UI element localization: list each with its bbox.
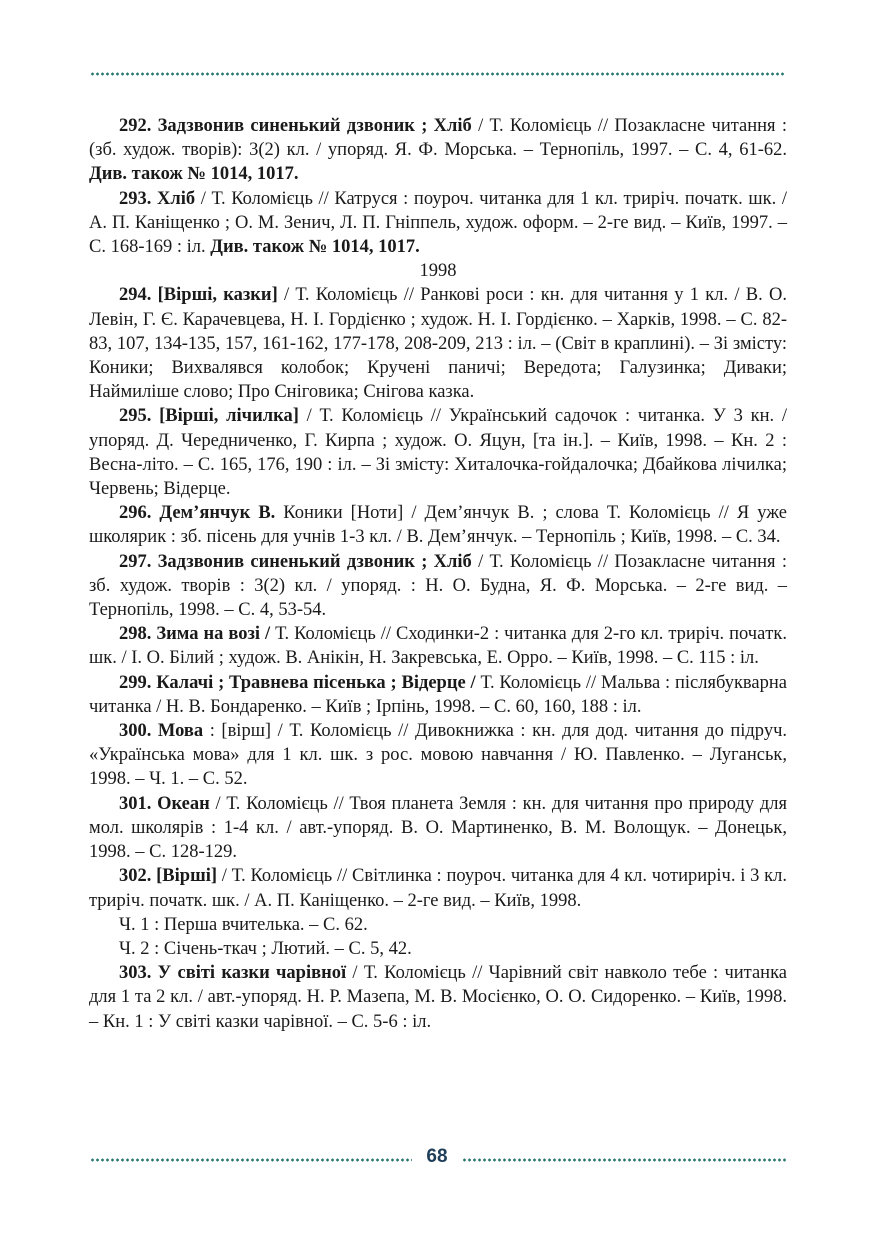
bibliography-entry xyxy=(89,622,787,670)
entry-title: Дем’янчук В. xyxy=(159,503,276,524)
bottom-ornament-rule-right xyxy=(462,1156,786,1164)
entry-number: 296. xyxy=(119,503,152,524)
entry-text: / Т. Коломієць // Катруся : поуроч. читанка для 1 кл. триріч. почaтк. шк. / А. П. Каніщенко ; О. М. Зенич, Л. П. Гніппель, худож. оформ. – 2-ге вид. – Київ, 1997. – С. 168-169 : іл. xyxy=(89,188,788,258)
sub-line: Ч. 2 : Січень-ткач ; Лютий. – С. 5, 42. xyxy=(119,938,412,959)
entry-see-also: Див. також № 1014, 1017. xyxy=(89,164,299,185)
bibliography-content xyxy=(89,114,787,1034)
entry-number: 298. xyxy=(119,624,152,645)
entry-text: / Т. Коломієць // Світлинка : поуроч. читанка для 4 кл. чотириріч. і 3 кл. триріч. почaтк. шк. / А. П. Каніщенко. – 2-ге вид. – Київ, 1998. xyxy=(89,866,787,911)
entry-number: 302. xyxy=(119,866,152,887)
top-ornament-rule xyxy=(90,70,786,78)
page-number: 68 xyxy=(426,1146,448,1167)
bibliography-entry xyxy=(89,501,787,549)
entry-title: [Вірші, лічилка] xyxy=(159,406,299,427)
entry-title: Зима на возі / xyxy=(156,624,271,645)
entry-title: [Вірші] xyxy=(156,866,217,887)
entry-text: / Т. Коломієць // Твоя планета Земля : кн. для читання про природу для мол. школярів : 1-4 кл. / авт.-упоряд. В. О. Мартиненко, В. М. Волощук. – Донецьк, 1998. – С. 128-129. xyxy=(89,793,787,863)
entry-number: 293. xyxy=(119,188,152,209)
bottom-ornament-rule-left xyxy=(90,1156,412,1164)
entry-text: Коники [Ноти] / Дем’янчук В. ; слова Т. Коломієць // Я уже школярик : зб. пісень для учнів 1-3 кл. / В. Дем’янчук. – Тернопіль ; Київ, 1998. – С. 34. xyxy=(89,503,788,548)
entry-title: Калачі ; Травнева пісенька ; Відерце / xyxy=(156,672,476,693)
year-heading: 1998 xyxy=(419,261,457,282)
entry-number: 292. xyxy=(119,116,152,136)
entry-text: / Т. Коломієць // Позакласне читання : зб. худож. творів : 3(2) кл. / упоряд. : Н. О. Будна, Я. Ф. Морська. – 2-ге вид. – Тернопіль, 1998. – С. 4, 53-54. xyxy=(89,551,787,621)
entry-text: : [вірш] / Т. Коломієць // Дивокнижка : кн. для дод. читання до підруч. «Українська мова» для 1 кл. шк. з рос. мовою навчання / Ю. Павленко. – Луганськ, 1998. – Ч. 1. – С. 52. xyxy=(89,721,787,790)
entry-title: У світі казки чарівної xyxy=(157,963,347,984)
bibliography-entry xyxy=(89,404,787,501)
sub-line: Ч. 1 : Перша вчителька. – С. 62. xyxy=(119,914,368,935)
bibliography-entry xyxy=(89,671,787,719)
entry-title: Задзвонив синенький дзвоник ; Хліб xyxy=(157,551,472,572)
entry-number: 303. xyxy=(119,963,152,984)
entry-number: 297. xyxy=(119,551,152,572)
bibliography-entry xyxy=(89,719,787,792)
bibliography-entry xyxy=(89,114,787,187)
entry-see-also: Див. також № 1014, 1017. xyxy=(210,237,420,258)
entry-number: 301. xyxy=(119,793,152,814)
bibliography-entry xyxy=(89,961,787,1034)
entry-number: 294. xyxy=(119,285,152,306)
entry-text: / Т. Коломієць // Позакласне читання : (зб. худож. творів): 3(2) кл. / упоряд. Я. Ф. Морська. – Тернопіль, 1997. – С. 4, 61-62. xyxy=(89,116,787,161)
bibliography-entry xyxy=(89,283,787,404)
entry-number: 295. xyxy=(119,406,152,427)
entry-text: / Т. Коломієць // Український садочок : читанка. У 3 кн. / упоряд. Д. Чередниченко, Г. Кирпа ; худож. О. Яцун, [та ін.]. – Київ, 1998. – Кн. 2 : Весна-літо. – С. 165, 176, 190 : іл. – Зі змісту: Хиталочка-гойдалочка; Дбайкова лічилка; Червень; Відерце. xyxy=(89,406,787,500)
bibliography-entry xyxy=(89,187,787,260)
entry-title: Мова xyxy=(157,721,204,742)
entry-title: Океан xyxy=(157,793,210,814)
entry-title: Хліб xyxy=(157,188,196,209)
entry-text: / Т. Коломієць // Ранкові роси : кн. для читання у 1 кл. / В. О. Левін, Г. Є. Карачевцева, Н. І. Гордієнко ; худож. Н. І. Гордієнко. – Харків, 1998. – С. 82-83, 107, 134-135, 157, 161-162, 177-178, 208-209, 213 : іл. – (Світ в краплині). – Зі змісту: Коники; Вихвалявся колобок; Кручені паничі; Вередота; Галузинка; Диваки; Наймиліше слово; Про Сніговика; Снігова казка. xyxy=(89,285,788,403)
bibliography-entry xyxy=(89,550,787,623)
entry-text: Т. Коломієць // Сходинки-2 : читанка для 2-го кл. триріч. почaтк. шк. / І. О. Білий ; худож. В. Анікін, Н. Закревська, Е. Орро. – Київ, 1998. – С. 115 : іл. xyxy=(89,624,787,669)
entry-title: Задзвонив синенький дзвоник ; Хліб xyxy=(157,116,472,136)
entry-text: Т. Коломієць // Мальва : післябукварна читанка / Н. В. Бондаренко. – Київ ; Ірпінь, 1998. – С. 60, 160, 188 : іл. xyxy=(89,672,787,717)
bibliography-entry xyxy=(89,864,787,912)
entry-text: / Т. Коломієць // Чарівний світ навколо тебе : читанка для 1 та 2 кл. / авт.-упоряд. Н. Р. Мазепа, М. В. Мосієнко, О. О. Сидоренко. – Київ, 1998. – Кн. 1 : У світі казки чарівної. – С. 5-6 : іл. xyxy=(89,963,788,1032)
entry-number: 299. xyxy=(119,672,152,693)
bibliography-entry xyxy=(89,792,787,865)
entry-number: 300. xyxy=(119,721,152,742)
entry-title: [Вірші, казки] xyxy=(157,285,278,306)
